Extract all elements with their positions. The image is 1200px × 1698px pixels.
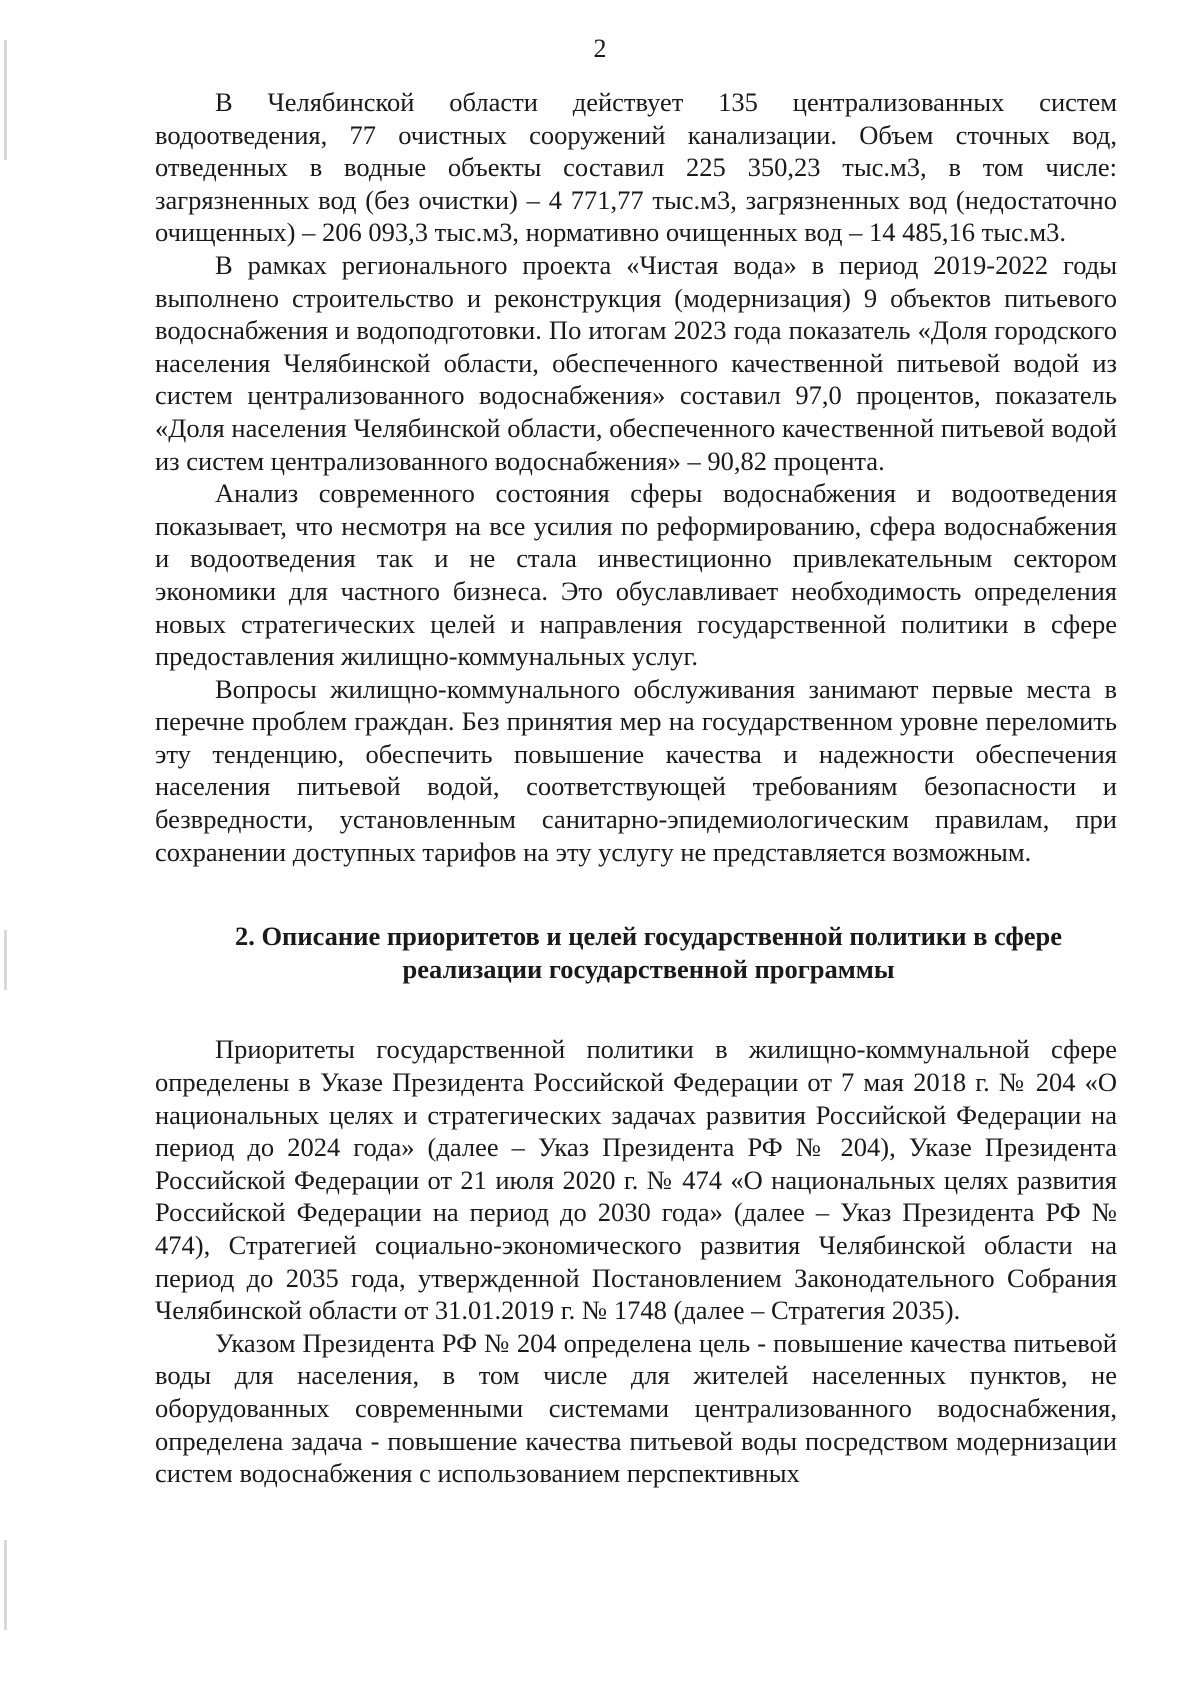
scan-edge-mark bbox=[4, 930, 7, 990]
scan-edge-mark bbox=[4, 1540, 7, 1630]
section-heading: 2. Описание приоритетов и целей государственной политики в сфере реализации государственной программы bbox=[234, 921, 1063, 984]
paragraph-housing-issues: Вопросы жилищно-коммунального обслуживания занимают первые места в перечне проблем граждан. Без принятия мер на государственном уровне переломить эту тенденцию, обеспечить повышение качества и надежности обеспечения населения питьевой водой, соответствующей требованиям безопасности и безвредности, установленным санитарно-эпидемиологическим правилам, при сохранении доступных тарифов на эту услугу не представляется возможным. bbox=[155, 673, 1117, 867]
paragraph-clean-water-project: В рамках регионального проекта «Чистая вода» в период 2019-2022 годы выполнено строительство и реконструкция (модернизация) 9 объектов питьевого водоснабжения и водоподготовки. По итогам 2023 года показатель «Доля городского населения Челябинской области, обеспеченного качественной питьевой водой из систем централизованного водоснабжения» составил 97,0 процентов, показатель «Доля населения Челябинской области, обеспеченного качественной питьевой водой из систем централизованного водоснабжения» – 90,82 процента. bbox=[155, 249, 1117, 476]
paragraph-sector-analysis: Анализ современного состояния сферы водоснабжения и водоотведения показывает, что несмотря на все усилия по реформированию, сфера водоснабжения и водоотведения так и не стала инвестиционно привлекательным сектором экономики для частного бизнеса. Это обуславливает необходимость определения новых стратегических целей и направления государственной политики в сфере предоставления жилищно-коммунальных услуг. bbox=[155, 478, 1117, 672]
paragraph-decree-204-goal: Указом Президента РФ № 204 определена цель - повышение качества питьевой воды для населения, в том числе для жителей населенных пунктов, не оборудованных современными системами централизованного водоснабжения, определена задача - повышение качества питьевой воды посредством модернизации систем водоснабжения с использованием перспективных bbox=[155, 1327, 1117, 1489]
page-number: 2 bbox=[593, 34, 607, 63]
paragraph-policy-priorities: Приоритеты государственной политики в жилищно-коммунальной сфере определены в Указе Президента Российской Федерации от 7 мая 2018 г. № 204 «О национальных целях и стратегических задачах развития Российской Федерации на период до 2024 года» (далее – Указ Президента РФ № 204), Указе Президента Российской Федерации от 21 июля 2020 г. № 474 «О национальных целях развития Российской Федерации на период до 2030 года» (далее – Указ Президента РФ № 474), Стратегией социально-экономического развития Челябинской области на период до 2035 года, утвержденной Постановлением Законодательного Собрания Челябинской области от 31.01.2019 г. № 1748 (далее – Стратегия 2035). bbox=[155, 1034, 1117, 1326]
paragraph-wastewater-stats: В Челябинской области действует 135 централизованных систем водоотведения, 77 очистных сооружений канализации. Объем сточных вод, отведенных в водные объекты составил 225 350,23 тыс.м3, в том числе: загрязненных вод (без очистки) – 4 771,77 тыс.м3, загрязненных вод (недостаточно очищенных) – 206 093,3 тыс.м3, нормативно очищенных вод – 14 485,16 тыс.м3. bbox=[155, 87, 1117, 248]
document-body bbox=[155, 86, 1117, 1490]
